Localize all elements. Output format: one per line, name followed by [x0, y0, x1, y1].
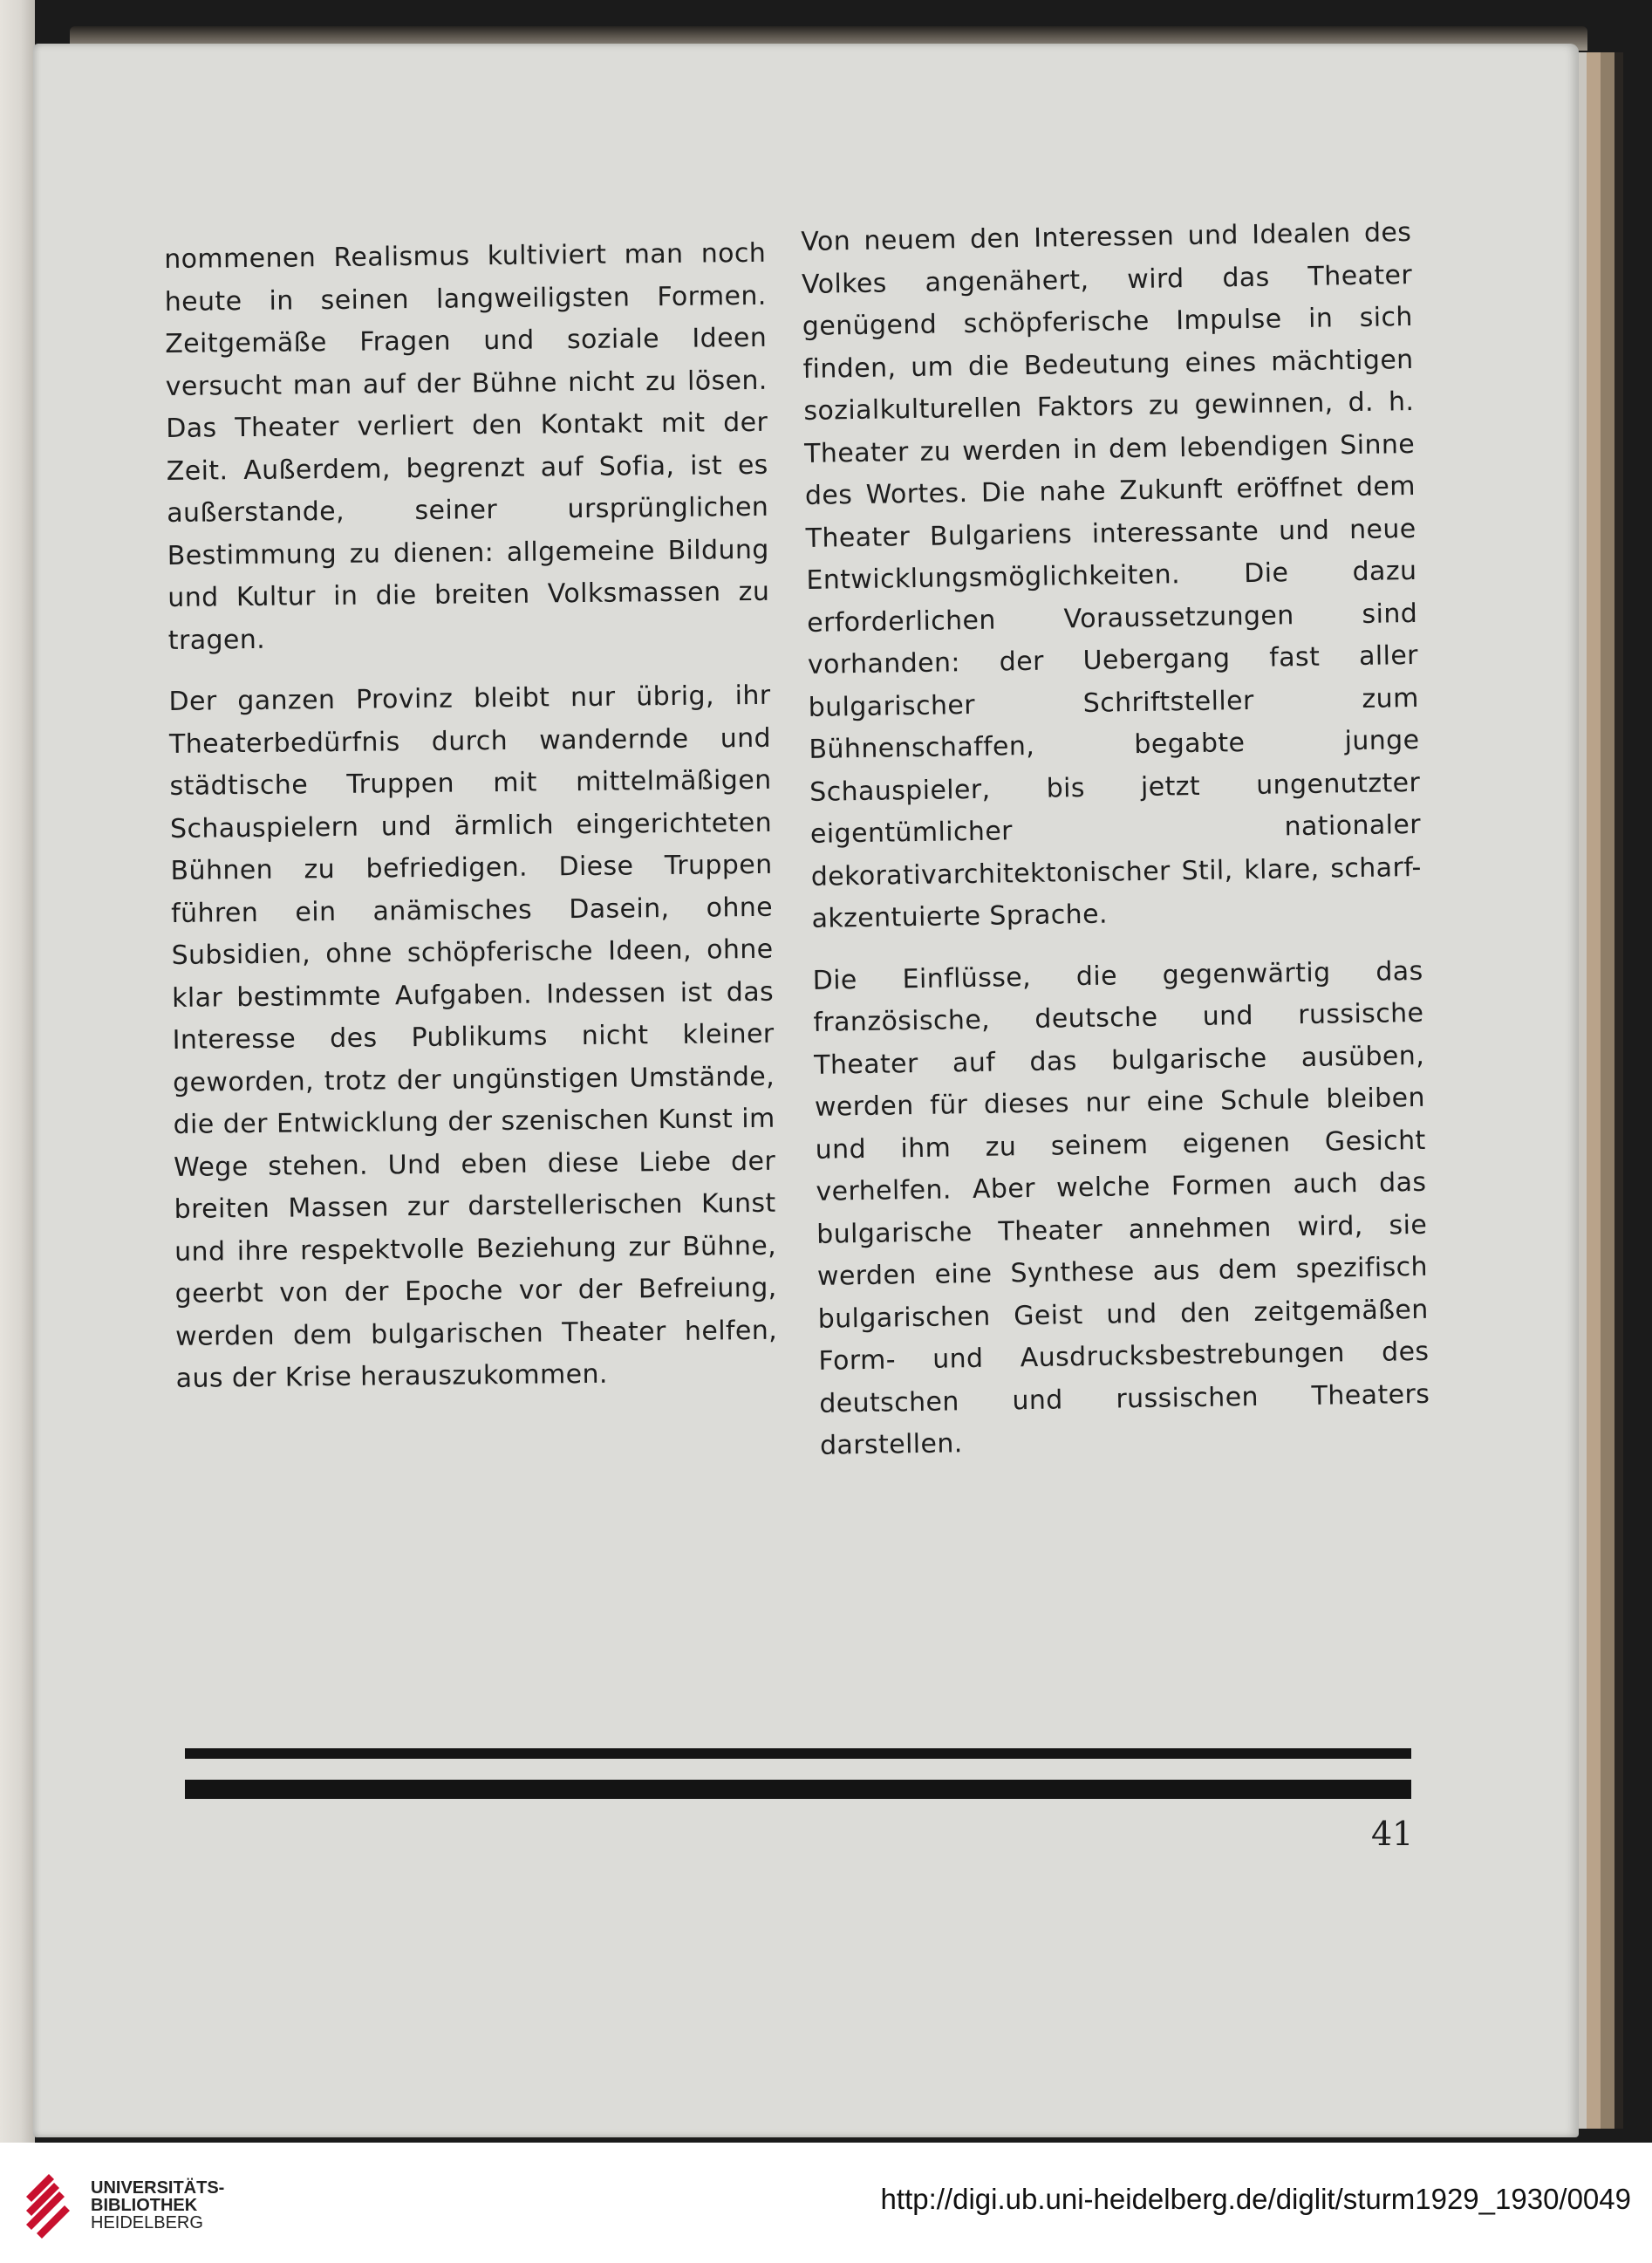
- source-url-link[interactable]: http://digi.ub.uni-heidelberg.de/diglit/sturm1929_1930/0049: [880, 2183, 1631, 2215]
- paragraph: Die Einflüsse, die gegenwärtig das französische, deutsche und russische Theater auf das bulgarische ausüben, werden für dieses nur eine Schule bleiben und ihm zu seinem eigenen Gesicht verhelfen. Aber welche Formen auch das bulgarische Theater annehmen wird, sie werden eine Synthese aus dem spezifisch bulgarischen Geist und den zeitgemäßen Form- und Ausdrucksbestrebungen des deutschen und russischen Theaters darstellen.: [812, 955, 1430, 1461]
- ub-heidelberg-logo-icon[interactable]: [19, 2171, 80, 2240]
- page-edge: [1587, 52, 1601, 2129]
- library-name-line: HEIDELBERG: [91, 2213, 203, 2232]
- decorative-rule-thick: [185, 1780, 1411, 1799]
- left-column: [164, 233, 779, 1487]
- paragraph: Von neuem den Interessen und Idealen des Volkes angenähert, wird das Theater genügend schöpferische Impulse in sich finden, um die Bedeutung eines mächtigen sozialkulturellen Faktors zu gewinnen, d. h. Theater zu werden in dem lebendigen Sinne des Wortes. Die nahe Zukunft eröffnet dem Theater Bulgariens interessante und neue Entwicklungsmöglichkeiten. Die dazu erforderlichen Voraussetzungen sind vorhanden: der Uebergang fast aller bulgarischer Schriftsteller zum Bühnenschaffen, begabte junge Schauspieler, bis jetzt ungenutzter eigentümlicher nationaler dekorativarchitektonischer Stil, klare, scharf-akzentuierte Sprache.: [801, 217, 1422, 934]
- paragraph: Der ganzen Provinz bleibt nur übrig, ihr Theaterbedürfnis durch wandernde und städtische Truppen mit mittelmäßigen Schauspielern und ärmlich eingerichteten Bühnen zu befriedigen. Diese Truppen führen ein anämisches Dasein, ohne Subsidien, ohne schöpferische Ideen, ohne klar bestimmte Aufgaben. Indessen ist das Interesse des Publikums nicht kleiner geworden, trotz der ungünstigen Umstände, die der Entwicklung der szenischen Kunst im Wege stehen. Und eben diese Liebe der breiten Massen zur darstellerischen Kunst und ihre respektvolle Beziehung zur Bühne, geerbt von der Epoche vor der Befreiung, werden dem bulgarischen Theater helfen, aus der Krise herauszukommen.: [168, 680, 778, 1394]
- footer-banner: [0, 2143, 1652, 2263]
- page-number: 41: [1371, 1815, 1414, 1853]
- decorative-rule-thin: [185, 1748, 1411, 1759]
- page-edge: [1614, 52, 1623, 2129]
- right-column: [801, 212, 1431, 1487]
- page-edge: [1601, 52, 1614, 2129]
- paragraph: nommenen Realismus kultiviert man noch heute in seinen langweiligsten Formen. Zeitgemäße Fragen und soziale Ideen versucht man auf der Bühne nicht zu lösen. Das Theater verliert den Kontakt mit der Zeit. Außerdem, begrenzt auf Sofia, ist es außerstande, seiner ursprünglichen Bestimmung zu dienen: allgemeine Bildung und Kultur in die breiten Volksmassen zu tragen.: [164, 237, 770, 656]
- library-name: [91, 2179, 224, 2232]
- text-columns: [164, 217, 1430, 1487]
- library-name-line: UNIVERSITÄTS-: [91, 2178, 225, 2198]
- library-name-line: BIBLIOTHEK: [91, 2196, 198, 2215]
- book-spine-edge: [0, 0, 35, 2155]
